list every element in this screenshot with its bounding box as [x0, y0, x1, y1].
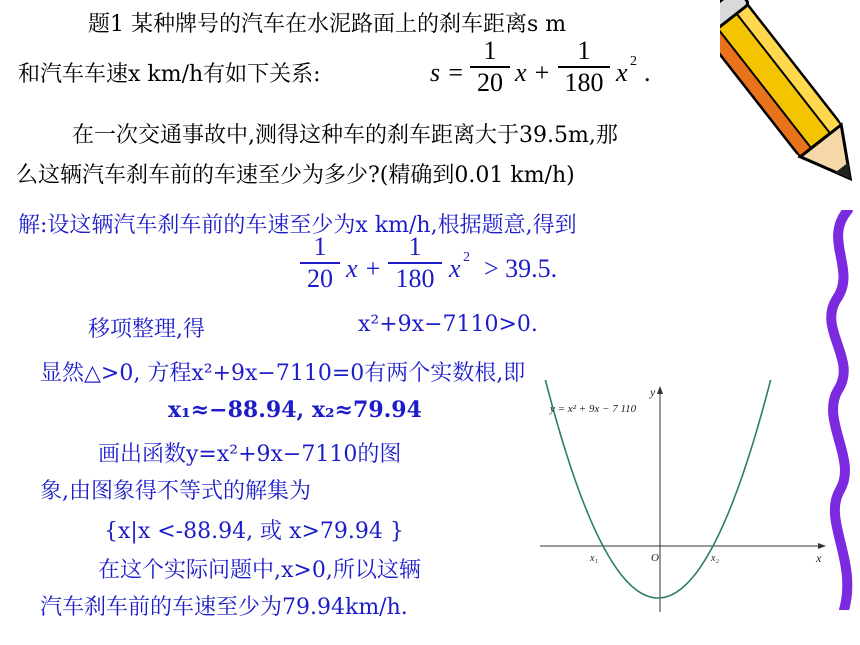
solution-line-4: 画出函数y=x²+9x−7110的图 — [98, 442, 402, 467]
fraction-numerator: 1 — [483, 36, 497, 65]
ineq-exponent: 2 — [463, 250, 470, 265]
y-axis-arrow — [657, 386, 663, 394]
wave-decoration — [818, 210, 860, 610]
fraction-numerator: 1 — [313, 232, 327, 261]
solution-line-3: 显然△>0, 方程x²+9x−7110=0有两个实数根,即 — [40, 361, 526, 386]
problem-line-3: 在一次交通事故中,测得这种车的刹车距离大于39.5m,那 — [72, 123, 618, 148]
ineq-term-1: x + — [346, 254, 382, 283]
ineq-fraction-2 — [388, 232, 442, 294]
ineq-rhs: > 39.5. — [484, 254, 558, 283]
solution-set: {x|x <-88.94, 或 x>79.94 } — [104, 519, 404, 544]
y-axis-label: y — [650, 385, 656, 399]
fraction-denominator: 20 — [477, 68, 503, 97]
formula-lhs: s = — [430, 58, 465, 87]
function-label: y = x² + 9x − 7 110 — [550, 403, 637, 415]
solution-roots: x₁≈−88.94, x₂≈79.94 — [168, 397, 422, 423]
problem-line-1: 题1 某种牌号的汽车在水泥路面上的刹车距离s m — [88, 12, 567, 37]
formula-period: . — [644, 58, 651, 87]
problem-line-2: 和汽车车速x km/h有如下关系: — [18, 62, 321, 87]
pencil-decoration — [720, 0, 860, 200]
problem-line-4: 么这辆汽车刹车前的车速至少为多少?(精确到0.01 km/h) — [16, 163, 575, 188]
solution-line-5: 象,由图象得不等式的解集为 — [40, 479, 311, 504]
parabola-graph — [530, 380, 830, 620]
solution-line-7: 汽车刹车前的车速至少为79.94km/h. — [40, 595, 408, 620]
fraction-numerator: 1 — [408, 232, 422, 261]
fraction-denominator: 180 — [395, 264, 435, 293]
solution-line-2-label: 移项整理,得 — [88, 317, 205, 342]
formula-fraction-1 — [470, 36, 510, 98]
x-axis-label: x — [816, 551, 822, 565]
formula-term-2: x — [616, 58, 628, 87]
fraction-denominator: 180 — [564, 68, 604, 97]
solution-line-1: 解:设这辆汽车刹车前的车速至少为x km/h,根据题意,得到 — [18, 213, 577, 238]
solution-line-2-expr: x²+9x−7110>0. — [358, 312, 538, 337]
solution-line-6: 在这个实际问题中,x>0,所以这辆 — [98, 558, 421, 583]
formula-term-1: x + — [515, 58, 551, 87]
ineq-fraction-1 — [300, 232, 340, 294]
ineq-term-2: x — [449, 254, 461, 283]
fraction-denominator: 20 — [307, 264, 333, 293]
formula-exponent: 2 — [630, 54, 637, 69]
fraction-numerator: 1 — [577, 36, 591, 65]
formula-fraction-2 — [558, 36, 610, 98]
root-1-label: x₁ — [590, 553, 598, 564]
root-2-label: x₂ — [711, 553, 719, 564]
origin-label: O — [651, 552, 659, 564]
